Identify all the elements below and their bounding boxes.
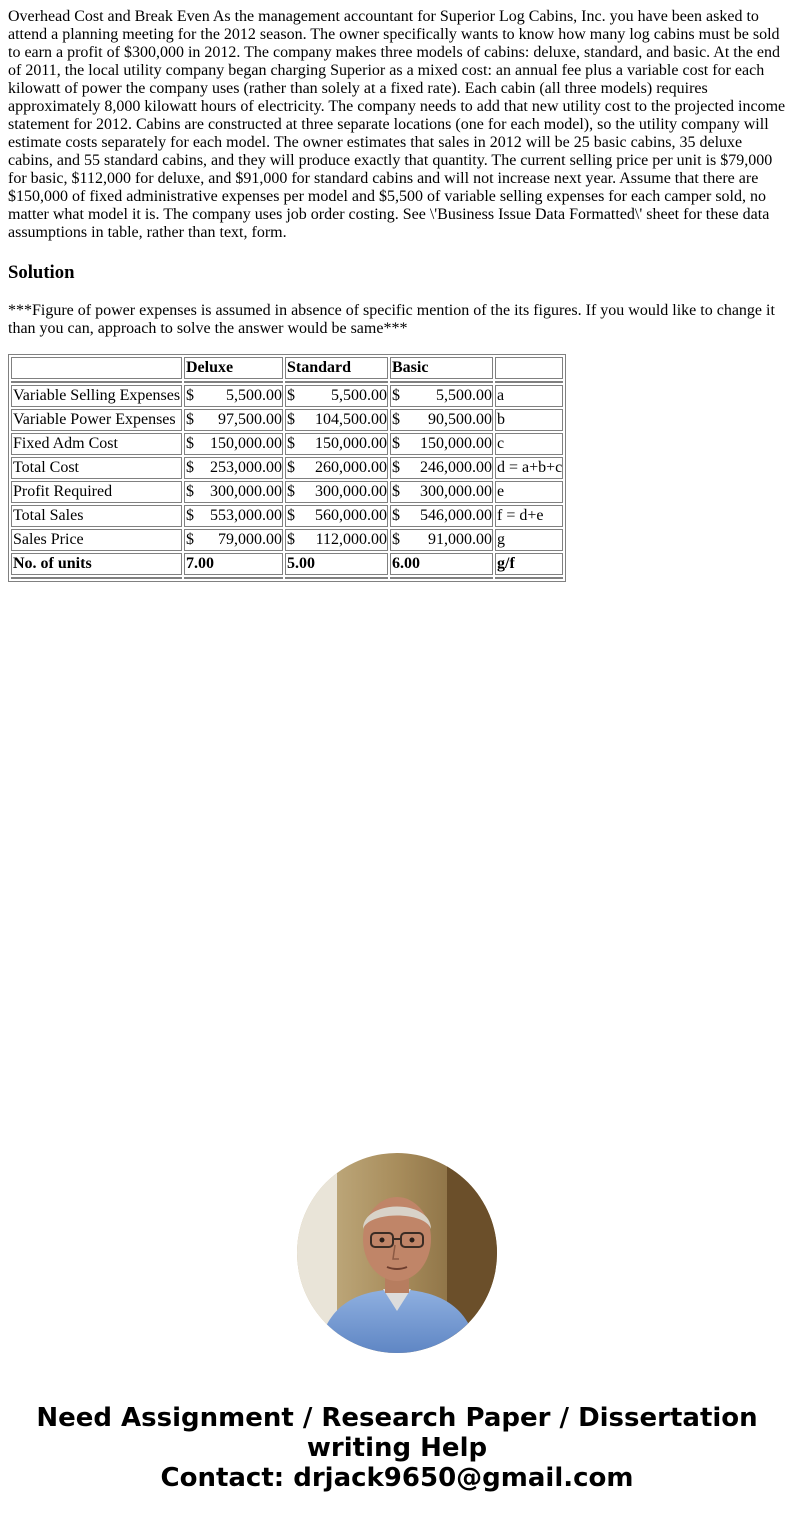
currency-symbol: $ — [392, 483, 400, 500]
amount: 560,000.00 — [315, 507, 387, 524]
currency-symbol: $ — [392, 411, 400, 428]
currency-symbol: $ — [186, 459, 194, 476]
row-label: Profit Required — [11, 481, 182, 503]
spacer-cell — [390, 381, 493, 383]
amount: 91,000.00 — [428, 531, 492, 548]
row-formula: f = d+e — [495, 505, 563, 527]
amount: 5,500.00 — [436, 387, 492, 404]
amount: 90,500.00 — [428, 411, 492, 428]
currency-symbol: $ — [287, 459, 295, 476]
footer-banner — [0, 1403, 794, 1493]
units-row — [11, 553, 563, 575]
deluxe-units: 7.00 — [184, 553, 283, 575]
basic-value — [390, 409, 493, 431]
table-row — [11, 385, 563, 407]
amount: 79,000.00 — [218, 531, 282, 548]
currency-symbol: $ — [392, 387, 400, 404]
deluxe-value — [184, 529, 283, 551]
currency-symbol: $ — [287, 411, 295, 428]
deluxe-value — [184, 505, 283, 527]
amount: 253,000.00 — [210, 459, 282, 476]
row-formula: d = a+b+c — [495, 457, 563, 479]
row-label: Total Sales — [11, 505, 182, 527]
currency-symbol: $ — [392, 507, 400, 524]
deluxe-value — [184, 457, 283, 479]
solution-heading: Solution — [8, 262, 75, 283]
currency-symbol: $ — [186, 531, 194, 548]
standard-value — [285, 481, 388, 503]
row-label: Fixed Adm Cost — [11, 433, 182, 455]
amount: 553,000.00 — [210, 507, 282, 524]
standard-value — [285, 529, 388, 551]
spacer-cell — [184, 577, 283, 579]
row-formula: a — [495, 385, 563, 407]
main-content — [8, 8, 788, 582]
header-basic: Basic — [390, 357, 493, 379]
currency-symbol: $ — [287, 483, 295, 500]
spacer-cell — [11, 577, 182, 579]
spacer-cell — [495, 381, 563, 383]
currency-symbol: $ — [186, 387, 194, 404]
basic-units: 6.00 — [390, 553, 493, 575]
spacer-cell — [285, 577, 388, 579]
units-formula: g/f — [495, 553, 563, 575]
table-row — [11, 409, 563, 431]
spacer-cell — [495, 577, 563, 579]
amount: 150,000.00 — [420, 435, 492, 452]
table-spacer-row — [11, 577, 563, 579]
deluxe-value — [184, 433, 283, 455]
standard-value — [285, 409, 388, 431]
amount: 300,000.00 — [420, 483, 492, 500]
amount: 260,000.00 — [315, 459, 387, 476]
amount: 5,500.00 — [331, 387, 387, 404]
basic-value — [390, 385, 493, 407]
currency-symbol: $ — [392, 459, 400, 476]
spacer-cell — [184, 381, 283, 383]
row-formula: e — [495, 481, 563, 503]
amount: 300,000.00 — [315, 483, 387, 500]
standard-value — [285, 457, 388, 479]
amount: 104,500.00 — [315, 411, 387, 428]
row-label: Total Cost — [11, 457, 182, 479]
amount: 5,500.00 — [226, 387, 282, 404]
footer-line-1: Need Assignment / Research Paper / Dissertation — [36, 1403, 758, 1433]
amount: 150,000.00 — [315, 435, 387, 452]
row-formula: g — [495, 529, 563, 551]
header-standard: Standard — [285, 357, 388, 379]
amount: 97,500.00 — [218, 411, 282, 428]
amount: 246,000.00 — [420, 459, 492, 476]
spacer-cell — [285, 381, 388, 383]
spacer-cell — [11, 381, 182, 383]
units-label: No. of units — [11, 553, 182, 575]
amount: 150,000.00 — [210, 435, 282, 452]
table-row — [11, 529, 563, 551]
row-formula: b — [495, 409, 563, 431]
basic-value — [390, 529, 493, 551]
deluxe-value — [184, 409, 283, 431]
calculation-table — [8, 354, 566, 582]
currency-symbol: $ — [287, 435, 295, 452]
currency-symbol: $ — [186, 411, 194, 428]
row-formula: c — [495, 433, 563, 455]
currency-symbol: $ — [186, 483, 194, 500]
currency-symbol: $ — [186, 435, 194, 452]
assumption-note: ***Figure of power expenses is assumed in absence of specific mention of the its figures. If you would like to change it than you can, approach to solve the answer would be same*** — [8, 302, 775, 337]
header-formula — [495, 357, 563, 379]
footer-line-2: writing Help — [306, 1433, 488, 1463]
spacer-cell — [390, 577, 493, 579]
table-row — [11, 457, 563, 479]
header-deluxe: Deluxe — [184, 357, 283, 379]
standard-units: 5.00 — [285, 553, 388, 575]
table-row — [11, 481, 563, 503]
standard-value — [285, 385, 388, 407]
row-label: Variable Selling Expenses — [11, 385, 182, 407]
table-row — [11, 505, 563, 527]
currency-symbol: $ — [392, 435, 400, 452]
currency-symbol: $ — [186, 507, 194, 524]
table-spacer-row — [11, 381, 563, 383]
person-portrait-icon — [297, 1153, 497, 1353]
standard-value — [285, 505, 388, 527]
basic-value — [390, 457, 493, 479]
deluxe-value — [184, 481, 283, 503]
row-label: Sales Price — [11, 529, 182, 551]
amount: 112,000.00 — [315, 531, 387, 548]
deluxe-value — [184, 385, 283, 407]
currency-symbol: $ — [392, 531, 400, 548]
amount: 546,000.00 — [420, 507, 492, 524]
table-header-row — [11, 357, 563, 379]
footer-contact: Contact: drjack9650@gmail.com — [160, 1463, 634, 1493]
header-cell — [11, 357, 182, 379]
basic-value — [390, 505, 493, 527]
currency-symbol: $ — [287, 531, 295, 548]
question-text: Overhead Cost and Break Even As the management accountant for Superior Log Cabins, Inc. you have been asked to attend a planning meeting for the 2012 season. The owner specifically wants to know how many log cabins must be sold to earn a profit of $300,000 in 2012. The company makes three models of cabins: deluxe, standard, and basic. At the end of 2011, the local utility company began charging Superior as a mixed cost: an annual fee plus a variable cost for each kilowatt of power the company uses (rather than solely at a fixed rate). Each cabin (all three models) requires approximately 8,000 kilowatt hours of electricity. The company needs to add that new utility cost to the projected income statement for 2012. Cabins are constructed at three separate locations (one for each model), so the utility company will estimate costs separately for each model. The owner estimates that sales in 2012 will be 25 basic cabins, 35 deluxe cabins, and 55 standard cabins, and they will produce exactly that quantity. The current selling price per unit is $79,000 for basic, $112,000 for deluxe, and $91,000 for standard cabins and will not increase next year. Assume that there are $150,000 of fixed administrative expenses per model and $5,500 of variable selling expenses for each camper sold, no matter what model it is. The company uses job order costing. See \'Business Issue Data Formatted\' sheet for these data assumptions in table, rather than text, form. — [8, 8, 786, 241]
table-row — [11, 433, 563, 455]
currency-symbol: $ — [287, 507, 295, 524]
standard-value — [285, 433, 388, 455]
basic-value — [390, 481, 493, 503]
currency-symbol: $ — [287, 387, 295, 404]
basic-value — [390, 433, 493, 455]
amount: 300,000.00 — [210, 483, 282, 500]
row-label: Variable Power Expenses — [11, 409, 182, 431]
